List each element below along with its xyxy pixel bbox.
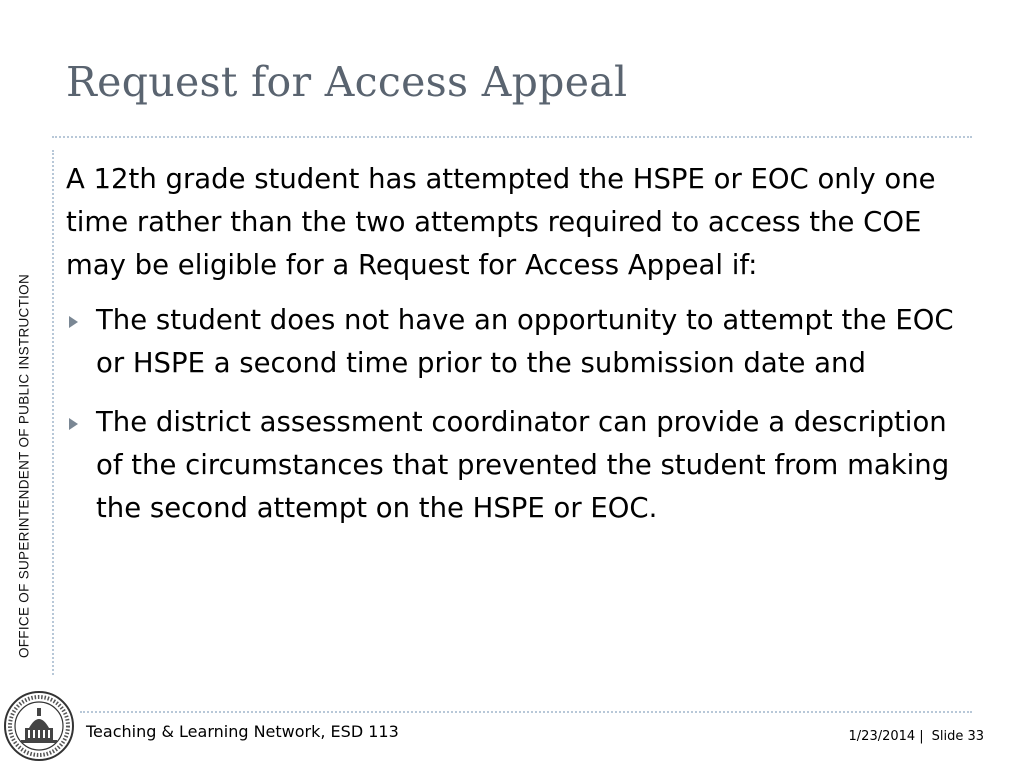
bullet-list <box>66 299 972 530</box>
footer-meta <box>849 729 984 744</box>
footer-organization: Teaching & Learning Network, ESD 113 <box>86 722 399 741</box>
bullet-item-1 <box>66 299 972 385</box>
slide-title: Request for Access Appeal <box>66 58 628 106</box>
triangle-right-icon <box>69 316 78 328</box>
side-org-label: OFFICE OF SUPERINTENDENT OF PUBLIC INSTRUCTION <box>16 273 32 659</box>
intro-paragraph: A 12th grade student has attempted the HSPE or EOC only one time rather than the two attempts required to access the COE may be eligible for a Request for Access Appeal if: <box>66 163 936 281</box>
slide-number: Slide 33 <box>931 729 984 744</box>
footer-divider <box>80 711 972 713</box>
bullet-item-2 <box>66 401 972 530</box>
footer-separator: | <box>919 729 924 744</box>
triangle-right-icon <box>69 418 78 430</box>
slide-body <box>66 158 972 546</box>
bullet-text-2: The district assessment coordinator can provide a description of the circumstances that prevented the student from making the second attempt on the HSPE or EOC. <box>96 406 950 524</box>
footer-date: 1/23/2014 <box>848 729 916 744</box>
ospi-seal-icon <box>3 690 75 762</box>
title-divider <box>52 136 972 138</box>
left-divider <box>52 150 54 675</box>
bullet-text-1: The student does not have an opportunity to attempt the EOC or HSPE a second time prior to the submission date and <box>96 304 954 379</box>
